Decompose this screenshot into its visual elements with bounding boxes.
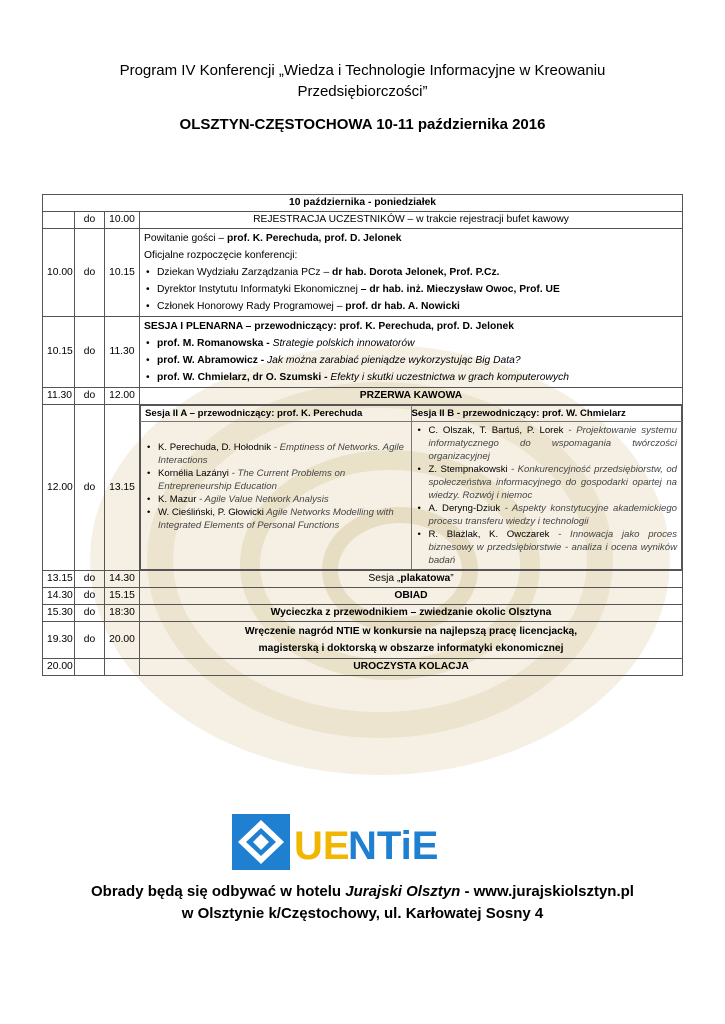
table-cell: do bbox=[75, 622, 105, 659]
list-item: • R. Blażlak, K. Owczarek - Innowacja jako proces biznesowy w przedsiębiorstwie - analiza i ocena wyników badań bbox=[416, 528, 678, 567]
parallel-sessions-cell bbox=[140, 405, 683, 571]
table-cell bbox=[43, 212, 75, 229]
table-row bbox=[43, 605, 683, 622]
table-cell: 19.30 bbox=[43, 622, 75, 659]
poster-session-cell: Sesja „plakatowa” bbox=[140, 571, 683, 588]
day-header: 10 października - poniedziałek bbox=[43, 195, 683, 212]
table-cell: 10.00 bbox=[43, 229, 75, 317]
plenary-session-cell: SESJA I PLENARNA – przewodniczący: prof. K. Perechuda, prof. D. Jelonek • prof. M. Romanowska - Strategie polskich innowatorów • prof. W. Abramowicz - Jak można zarabiać pieniądze wykorzystując Big Data? • prof. W. Chmielarz, dr O. Szumski - Efekty i skutki uczestnictwa w grach komputerowych bbox=[140, 317, 683, 388]
table-cell: 13.15 bbox=[43, 571, 75, 588]
table-cell: 10.15 bbox=[105, 229, 140, 317]
table-cell: do bbox=[75, 605, 105, 622]
list-item: • K. Perechuda, D. Hołodnik - Emptiness of Networks. Agile Interactions bbox=[145, 441, 407, 467]
table-cell: 20.00 bbox=[105, 622, 140, 659]
table-row bbox=[43, 588, 683, 605]
list-item: • C. Olszak, T. Bartuś, P. Lorek - Projektowanie systemu informatycznego do wspomagania twórczości organizacyjnej bbox=[416, 424, 678, 463]
list-item: • prof. M. Romanowska - Strategie polskich innowatorów bbox=[144, 335, 678, 352]
table-row bbox=[43, 622, 683, 659]
table-cell: 15.15 bbox=[105, 588, 140, 605]
table-row bbox=[43, 659, 683, 676]
gala-dinner-cell: UROCZYSTA KOLACJA bbox=[140, 659, 683, 676]
table-cell: 20.00 bbox=[43, 659, 75, 676]
table-cell: do bbox=[75, 388, 105, 405]
table-cell: 11.30 bbox=[105, 317, 140, 388]
table-row bbox=[43, 212, 683, 229]
conference-title: Program IV Konferencji „Wiedza i Technologie Informacyjne w Kreowaniu Przedsiębiorczości” bbox=[119, 62, 606, 100]
table-cell: do bbox=[75, 571, 105, 588]
list-item: • Dyrektor Instytutu Informatyki Ekonomicznej – dr hab. inż. Mieczysław Owoc, Prof. UE bbox=[144, 281, 678, 298]
list-item: • prof. W. Abramowicz - Jak można zarabiać pieniądze wykorzystując Big Data? bbox=[144, 352, 678, 369]
list-item: • W. Cieśliński, P. Głowicki Agile Networks Modelling with Integrated Elements of Personal Functions bbox=[145, 506, 407, 532]
list-item: • Dziekan Wydziału Zarządzania PCz – dr hab. Dorota Jelonek, Prof. P.Cz. bbox=[144, 264, 678, 281]
program-table bbox=[42, 194, 683, 676]
logo-ue-text: UE bbox=[294, 824, 350, 868]
table-cell: 12.00 bbox=[105, 388, 140, 405]
table-cell: do bbox=[75, 588, 105, 605]
table-cell: 15.30 bbox=[43, 605, 75, 622]
registration-cell: REJESTRACJA UCZESTNIKÓW – w trakcie rejestracji bufet kawowy bbox=[140, 212, 683, 229]
table-cell: do bbox=[75, 229, 105, 317]
list-item: • Członek Honorowy Rady Programowej – prof. dr hab. A. Nowicki bbox=[144, 298, 678, 315]
awards-cell: Wręczenie nagród NTIE w konkursie na najlepszą pracę licencjacką, magisterską i doktorską w obszarze informatyki ekonomicznej bbox=[140, 622, 683, 659]
table-row bbox=[43, 405, 683, 571]
day-header-row bbox=[43, 195, 683, 212]
table-cell: do bbox=[75, 212, 105, 229]
table-cell: do bbox=[75, 317, 105, 388]
logo-ntie-text: NTiE bbox=[348, 824, 439, 868]
table-cell: 10.00 bbox=[105, 212, 140, 229]
opening-cell: Powitanie gości – prof. K. Perechuda, prof. D. Jelonek Oficjalne rozpoczęcie konferencji: • Dziekan Wydziału Zarządzania PCz – dr hab. Dorota Jelonek, Prof. P.Cz. • Dyrektor Instytutu Informatyki Ekonomicznej – dr hab. inż. Mieczysław Owoc, Prof. UE • Członek Honorowy Rady Programowej – prof. dr hab. A. Nowicki bbox=[140, 229, 683, 317]
table-cell bbox=[75, 659, 105, 676]
table-cell: 10.15 bbox=[43, 317, 75, 388]
table-cell bbox=[411, 422, 682, 570]
session-2b-header: Sesja II B - przewodniczący: prof. W. Chmielarz bbox=[411, 406, 682, 422]
table-cell bbox=[141, 422, 412, 570]
table-cell: 11.30 bbox=[43, 388, 75, 405]
coffee-break-cell: PRZERWA KAWOWA bbox=[140, 388, 683, 405]
list-item: • prof. W. Chmielarz, dr O. Szumski - Efekty i skutki uczestnictwa w grach komputerowych bbox=[144, 369, 678, 386]
list-item: • K. Mazur - Agile Value Network Analysis bbox=[145, 493, 407, 506]
table-row bbox=[43, 317, 683, 388]
conference-subtitle: OLSZTYN-CZĘSTOCHOWA 10-11 października 2016 bbox=[179, 116, 546, 133]
lunch-cell: OBIAD bbox=[140, 588, 683, 605]
ue-ntie-logo bbox=[232, 814, 472, 870]
table-cell: 13.15 bbox=[105, 405, 140, 571]
list-item: • Z. Stempnakowski - Konkurencyjność przedsiębiorstw, od społeczeństwa informacyjnego do gospodarki opartej na wiedzy. Rozwój i niemoc bbox=[416, 463, 678, 502]
table-cell: 14.30 bbox=[105, 571, 140, 588]
table-cell: 14.30 bbox=[43, 588, 75, 605]
table-cell: do bbox=[75, 405, 105, 571]
table-cell bbox=[105, 659, 140, 676]
table-cell: 12.00 bbox=[43, 405, 75, 571]
list-item: • Kornélia Lazányi - The Current Problems on Entrepreneurship Education bbox=[145, 467, 407, 493]
table-row bbox=[43, 229, 683, 317]
address-line: w Olsztynie k/Częstochowy, ul. Karłowatej Sosny 4 bbox=[181, 905, 544, 922]
table-row bbox=[43, 388, 683, 405]
table-row bbox=[43, 571, 683, 588]
list-item: • A. Deryng-Dziuk - Aspekty konstytucyjne akademickiego procesu transferu wiedzy i technologii bbox=[416, 502, 678, 528]
table-cell: 18:30 bbox=[105, 605, 140, 622]
venue-line: Obrady będą się odbywać w hotelu Jurajski Olsztyn - www.jurajskiolsztyn.pl bbox=[91, 883, 634, 900]
session-2a-header: Sesja II A – przewodniczący: prof. K. Perechuda bbox=[141, 406, 412, 422]
excursion-cell: Wycieczka z przewodnikiem – zwiedzanie okolic Olsztyna bbox=[140, 605, 683, 622]
